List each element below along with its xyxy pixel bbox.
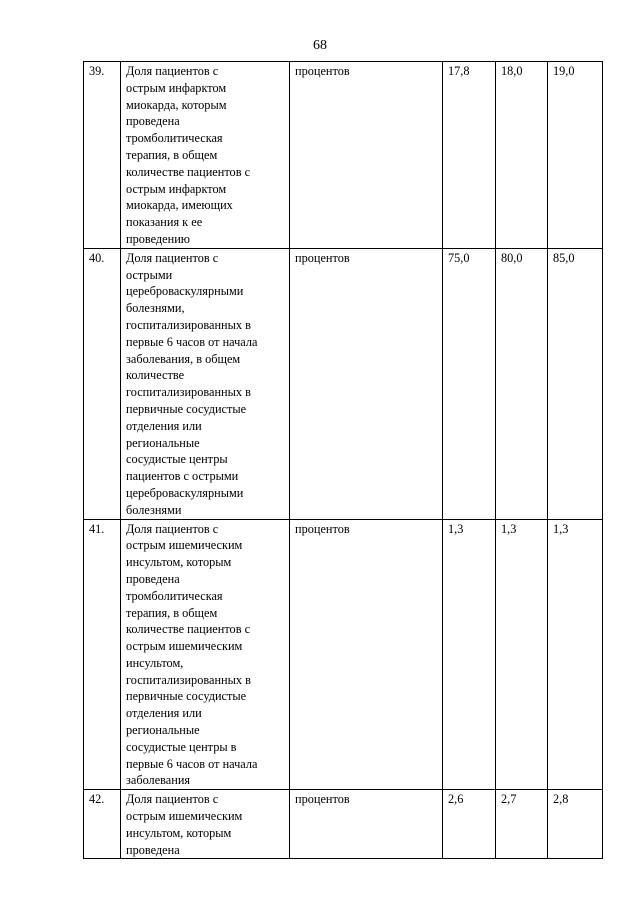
indicator-name	[121, 790, 290, 859]
unit-cell: процентов	[290, 790, 443, 859]
value-cell-3: 19,0	[548, 62, 603, 249]
indicator-name-line: миокарда, которым	[126, 97, 227, 112]
indicator-name	[121, 62, 290, 249]
indicator-name-line: болезнями	[126, 502, 182, 517]
value-cell-3: 85,0	[548, 248, 603, 519]
page-number: 68	[313, 38, 327, 53]
value-cell-3: 2,8	[548, 790, 603, 859]
value-cell-1: 2,6	[443, 790, 496, 859]
indicator-name-line: болезнями,	[126, 301, 185, 316]
value-cell-1: 1,3	[443, 519, 496, 790]
indicator-name-line: острым ишемическим	[126, 639, 243, 654]
indicator-name-line: острыми	[126, 267, 173, 282]
unit-cell: процентов	[290, 519, 443, 790]
row-number: 41.	[84, 519, 121, 790]
indicator-name-line: госпитализированных в	[126, 317, 251, 332]
indicator-name-line: Доля пациентов с	[126, 64, 219, 78]
value-cell-2: 80,0	[496, 248, 548, 519]
value-cell-2: 1,3	[496, 519, 548, 790]
indicator-name-line: терапия, в общем	[126, 605, 218, 620]
indicator-name-line: отделения или	[126, 706, 202, 721]
indicator-name-line: Доля пациентов с	[126, 792, 219, 807]
unit-cell: процентов	[290, 62, 443, 249]
value-cell-2: 18,0	[496, 62, 548, 249]
indicator-name-line: терапия, в общем	[126, 147, 218, 162]
table-row	[84, 248, 603, 519]
indicator-name-line: острым инфарктом	[126, 181, 227, 196]
indicator-name-line: миокарда, имеющих	[126, 198, 233, 213]
table-row	[84, 790, 603, 859]
indicator-name-line: региональные	[126, 435, 200, 450]
indicator-name-line: тромболитическая	[126, 131, 223, 146]
indicator-name-line: первичные сосудистые	[126, 401, 247, 416]
indicator-name-line: пациентов с острыми	[126, 469, 239, 484]
indicator-name-line: острым инфарктом	[126, 80, 227, 95]
indicator-name-line: госпитализированных в	[126, 672, 251, 687]
indicator-name	[121, 248, 290, 519]
table-row	[84, 62, 603, 249]
table-row	[84, 519, 603, 790]
indicator-name-line: цереброваскулярными	[126, 485, 244, 500]
indicator-name-line: проведена	[126, 114, 180, 129]
value-cell-1: 75,0	[443, 248, 496, 519]
indicator-name-line: инсультом,	[126, 655, 184, 670]
indicator-name-line: госпитализированных в	[126, 385, 251, 400]
indicator-name-line: цереброваскулярными	[126, 284, 244, 299]
value-cell-2: 2,7	[496, 790, 548, 859]
indicator-name-line: острым ишемическим	[126, 538, 243, 553]
indicator-name-line: первые 6 часов от начала	[126, 756, 258, 771]
indicator-name-line: отделения или	[126, 418, 202, 433]
indicator-name-line: количестве	[126, 368, 185, 383]
indicator-name-line: показания к ее	[126, 215, 203, 230]
indicator-name-line: заболевания	[126, 773, 191, 788]
indicator-name-line: Доля пациентов с	[126, 521, 219, 536]
indicator-name-line: проведена	[126, 842, 180, 857]
indicator-name-line: региональные	[126, 723, 200, 738]
indicator-name-line: Доля пациентов с	[126, 250, 219, 265]
value-cell-3: 1,3	[548, 519, 603, 790]
indicator-name-line: острым ишемическим	[126, 809, 243, 824]
indicator-name-line: первые 6 часов от начала	[126, 334, 258, 349]
indicator-name-line: сосудистые центры	[126, 452, 228, 467]
indicator-name-line: проведена	[126, 571, 180, 586]
indicator-name-line: количестве пациентов с	[126, 164, 251, 179]
indicator-name-line: инсультом, которым	[126, 555, 232, 570]
indicator-name-line: проведению	[126, 231, 190, 246]
indicator-name	[121, 519, 290, 790]
indicator-name-line: первичные сосудистые	[126, 689, 247, 704]
indicators-table	[83, 61, 603, 859]
row-number: 39.	[84, 62, 121, 249]
indicator-name-line: инсультом, которым	[126, 825, 232, 840]
indicator-name-line: заболевания, в общем	[126, 351, 241, 366]
row-number: 40.	[84, 248, 121, 519]
row-number: 42.	[84, 790, 121, 859]
unit-cell: процентов	[290, 248, 443, 519]
value-cell-1: 17,8	[443, 62, 496, 249]
indicator-name-line: количестве пациентов с	[126, 622, 251, 637]
indicator-name-line: тромболитическая	[126, 588, 223, 603]
indicator-name-line: сосудистые центры в	[126, 739, 237, 754]
